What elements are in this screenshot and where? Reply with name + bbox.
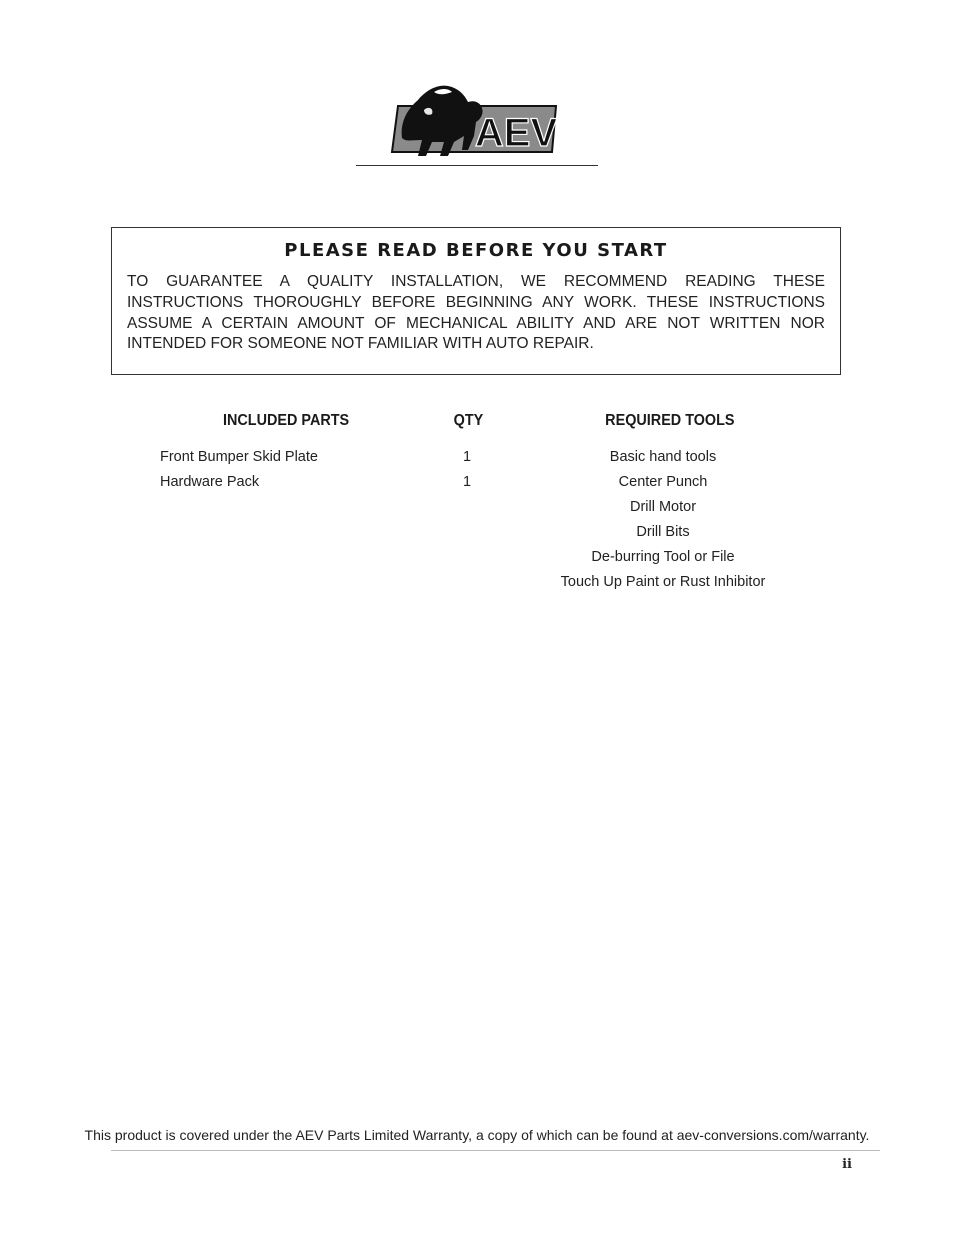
- part-name: Hardware Pack: [160, 474, 260, 490]
- tool-item: Center Punch: [618, 474, 708, 490]
- aev-logo: [388, 80, 560, 158]
- logo-underline: [356, 165, 598, 166]
- notice-title: PLEASE READ BEFORE YOU START: [284, 240, 668, 261]
- qty-heading: QTY: [453, 412, 484, 429]
- tool-item: Drill Bits: [636, 524, 690, 540]
- part-name: Front Bumper Skid Plate: [160, 449, 318, 465]
- notice-box: [111, 227, 841, 375]
- tool-item: Drill Motor: [629, 499, 697, 515]
- page-number: ii: [842, 1157, 852, 1172]
- footer-divider: [111, 1150, 880, 1151]
- qty-list: [447, 447, 487, 497]
- logo-text: AEV: [474, 111, 558, 155]
- required-tools-list: [543, 447, 783, 597]
- required-tools-heading: REQUIRED TOOLS: [605, 412, 735, 429]
- included-parts-heading: INCLUDED PARTS: [223, 412, 350, 429]
- notice-body: TO GUARANTEE A QUALITY INSTALLATION, WE RECOMMEND READING THESE INSTRUCTIONS THOROUGHLY BEFORE BEGINNING ANY WORK. THESE INSTRUCTIONS ASSUME A CERTAIN AMOUNT OF MECHANICAL ABILITY AND ARE NOT WRITTEN NOR INTENDED FOR SOMEONE NOT FAMILIAR WITH AUTO REPAIR.: [127, 273, 825, 353]
- included-parts-list: [160, 447, 318, 497]
- part-qty: 1: [462, 449, 472, 465]
- tool-item: Basic hand tools: [609, 449, 717, 465]
- warranty-notice: This product is covered under the AEV Parts Limited Warranty, a copy of which can be found at aev-conversions.com/warranty.: [84, 1127, 870, 1143]
- part-qty: 1: [462, 474, 472, 490]
- tool-item: De-burring Tool or File: [591, 549, 735, 565]
- tool-item: Touch Up Paint or Rust Inhibitor: [560, 574, 766, 590]
